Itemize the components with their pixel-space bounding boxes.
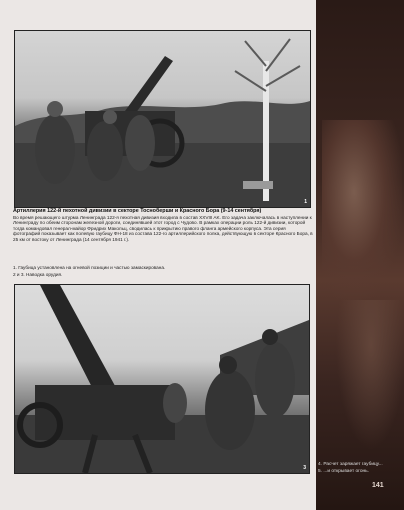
soldier-figure-shape [322, 120, 402, 300]
caption-body: Во время решающего штурма Ленинграда 122-я пехотная дивизия входила в состав XXVIII AK. Его задача заключалась в наступлении к Ленинграду по обеим сторонам железной дороги, соединявшей этот город с Чудово. В рамках операции роль 122-й дивизии, которой тогда командовал генерал-майор Фридрих Макольц, сводилась к прикрытию правого фланга армейского корпуса. Эта серия фотографий показывает как полевую гаубицу ФН-18 из состава 122-го артиллерийского полка, действующую в секторе Красного Бора, в 25 км от востоку от Ленинграда (14 сентября 1941 г.). [13, 215, 313, 242]
bottom-photo-gun-crew [14, 284, 310, 474]
top-photo-howitzer-position [14, 30, 311, 208]
note-1: 1. Гаубица установлена на огневой позиции и частью замаскирована. [13, 265, 166, 270]
photo-number-bottom: 3 [303, 465, 306, 471]
caption-title: Артиллерия 122-й пехотной дивизии в секторе Тосноберши и Красного Бора (9-14 сентября) [13, 208, 262, 214]
photo-number-top: 1 [304, 199, 307, 205]
note-2-3: 2 и 3. Наводка орудия. [13, 272, 63, 277]
right-photo-strip [316, 0, 404, 510]
side-note-5: 5. ...и открывает огонь. [318, 469, 369, 474]
page-number: 141 [372, 482, 384, 489]
side-note-4: 4. Расчет заряжает гаубицу... [318, 462, 383, 467]
soldier-figure-shape-lower [336, 300, 404, 450]
